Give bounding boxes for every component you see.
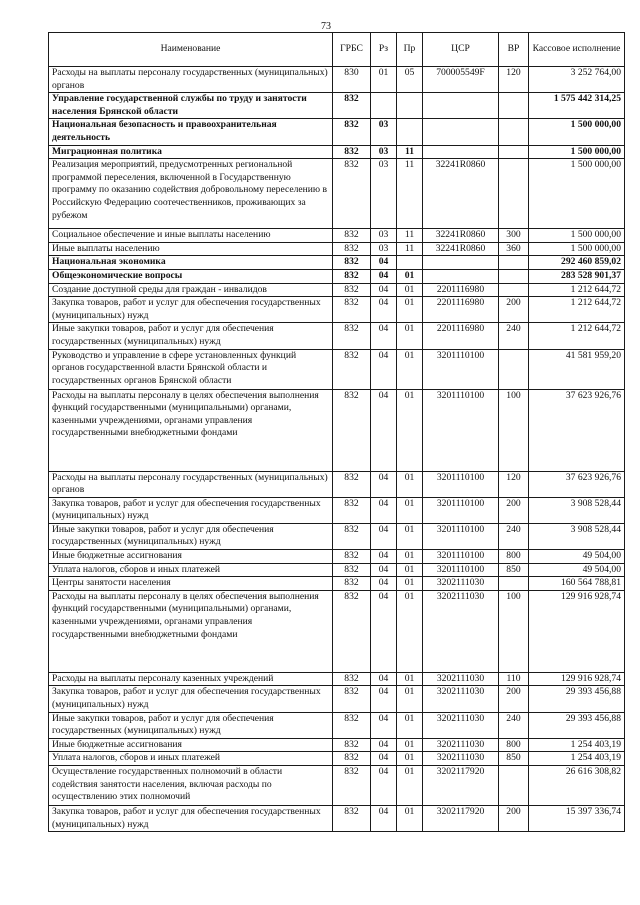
table-row	[49, 672, 625, 686]
cell-grbs: 832	[333, 145, 371, 159]
cell-grbs: 832	[333, 283, 371, 297]
cell-vr: 850	[499, 752, 529, 766]
table-row	[49, 686, 625, 712]
cell-csr: 3201110100	[423, 471, 499, 497]
cell-pr: 05	[397, 67, 423, 93]
cell-rz: 03	[371, 229, 397, 243]
cell-vr: 110	[499, 672, 529, 686]
cell-csr: 3201110100	[423, 523, 499, 549]
cell-name: Расходы на выплаты персоналу государственных (муниципальных) органов	[49, 471, 333, 497]
cell-csr: 3202111030	[423, 590, 499, 672]
cell-amount: 37 623 926,76	[529, 389, 625, 471]
cell-pr: 11	[397, 229, 423, 243]
cell-grbs: 832	[333, 297, 371, 323]
cell-grbs: 832	[333, 256, 371, 270]
table-row	[49, 752, 625, 766]
cell-name: Расходы на выплаты персоналу в целях обеспечения выполнения функций государственными (муниципальными) органами, казенными учреждениями, органами управления государственными внебюджетными фондами	[49, 389, 333, 471]
cell-rz: 04	[371, 712, 397, 738]
cell-amount: 29 393 456,88	[529, 712, 625, 738]
cell-csr	[423, 93, 499, 119]
cell-rz: 04	[371, 323, 397, 349]
cell-csr: 2201116980	[423, 297, 499, 323]
table-row	[49, 563, 625, 577]
cell-name: Создание доступной среды для граждан - инвалидов	[49, 283, 333, 297]
cell-name: Расходы на выплаты персоналу государственных (муниципальных) органов	[49, 67, 333, 93]
cell-grbs: 832	[333, 563, 371, 577]
cell-rz: 04	[371, 752, 397, 766]
cell-vr	[499, 159, 529, 229]
cell-name: Управление государственной службы по труду и занятости населения Брянской области	[49, 93, 333, 119]
cell-rz: 01	[371, 67, 397, 93]
cell-pr: 01	[397, 752, 423, 766]
cell-rz: 04	[371, 806, 397, 832]
cell-amount: 1 212 644,72	[529, 283, 625, 297]
cell-rz: 04	[371, 766, 397, 806]
cell-pr	[397, 256, 423, 270]
cell-pr: 01	[397, 766, 423, 806]
cell-grbs: 832	[333, 577, 371, 591]
cell-pr	[397, 119, 423, 145]
cell-amount: 1 212 644,72	[529, 297, 625, 323]
cell-vr: 120	[499, 67, 529, 93]
cell-name: Уплата налогов, сборов и иных платежей	[49, 563, 333, 577]
cell-vr: 200	[499, 497, 529, 523]
cell-name: Осуществление государственных полномочий в области содействия занятости населения, включая расходы по осуществлению этих полномочий	[49, 766, 333, 806]
cell-csr: 3202111030	[423, 712, 499, 738]
cell-amount: 283 528 901,37	[529, 269, 625, 283]
cell-grbs: 832	[333, 523, 371, 549]
cell-rz: 03	[371, 145, 397, 159]
cell-amount: 129 916 928,74	[529, 672, 625, 686]
page-number: 73	[321, 21, 331, 32]
cell-grbs: 830	[333, 67, 371, 93]
cell-vr: 300	[499, 229, 529, 243]
cell-name: Закупка товаров, работ и услуг для обеспечения государственных (муниципальных) нужд	[49, 497, 333, 523]
cell-vr	[499, 283, 529, 297]
table-row	[49, 523, 625, 549]
cell-rz: 04	[371, 256, 397, 270]
cell-amount: 129 916 928,74	[529, 590, 625, 672]
cell-vr: 100	[499, 590, 529, 672]
cell-name: Национальная безопасность и правоохранительная деятельность	[49, 119, 333, 145]
cell-pr: 01	[397, 389, 423, 471]
cell-vr: 240	[499, 523, 529, 549]
table-row	[49, 93, 625, 119]
cell-rz: 04	[371, 686, 397, 712]
cell-amount: 1 500 000,00	[529, 159, 625, 229]
cell-pr: 01	[397, 550, 423, 564]
header-pr: Пр	[397, 33, 423, 67]
cell-csr: 3202117920	[423, 806, 499, 832]
header-csr: ЦСР	[423, 33, 499, 67]
cell-vr: 850	[499, 563, 529, 577]
cell-rz: 04	[371, 563, 397, 577]
cell-csr: 3202111030	[423, 577, 499, 591]
cell-grbs: 832	[333, 738, 371, 752]
cell-rz: 04	[371, 297, 397, 323]
table-row	[49, 229, 625, 243]
cell-name: Реализация мероприятий, предусмотренных региональной программой переселения, включенной в Государственную программу по оказанию содействия добровольному переселению в Российскую Федерацию соотечественников, проживающих за рубежом	[49, 159, 333, 229]
cell-pr: 01	[397, 577, 423, 591]
cell-pr: 11	[397, 159, 423, 229]
cell-grbs: 832	[333, 119, 371, 145]
cell-rz: 04	[371, 550, 397, 564]
table-header-row	[49, 33, 625, 67]
cell-vr: 800	[499, 738, 529, 752]
table-row	[49, 119, 625, 145]
cell-csr: 700005549F	[423, 67, 499, 93]
table-row	[49, 497, 625, 523]
cell-amount: 1 500 000,00	[529, 229, 625, 243]
cell-amount: 1 500 000,00	[529, 145, 625, 159]
cell-csr: 3201110100	[423, 349, 499, 389]
cell-name: Руководство и управление в сфере установленных функций органов государственной власти Брянской области и государственных органов Брянской области	[49, 349, 333, 389]
cell-csr: 3202117920	[423, 766, 499, 806]
cell-vr	[499, 93, 529, 119]
cell-vr	[499, 119, 529, 145]
table-row	[49, 283, 625, 297]
cell-amount: 1 254 403,19	[529, 738, 625, 752]
cell-amount: 29 393 456,88	[529, 686, 625, 712]
table-row	[49, 242, 625, 256]
cell-name: Иные выплаты населению	[49, 242, 333, 256]
cell-amount: 160 564 788,81	[529, 577, 625, 591]
cell-grbs: 832	[333, 497, 371, 523]
cell-vr: 240	[499, 712, 529, 738]
cell-amount: 49 504,00	[529, 563, 625, 577]
cell-grbs: 832	[333, 323, 371, 349]
cell-csr: 32241R0860	[423, 229, 499, 243]
cell-csr	[423, 269, 499, 283]
cell-rz: 04	[371, 738, 397, 752]
cell-vr	[499, 766, 529, 806]
cell-amount: 3 908 528,44	[529, 497, 625, 523]
cell-name: Национальная экономика	[49, 256, 333, 270]
cell-rz: 04	[371, 389, 397, 471]
cell-name: Социальное обеспечение и иные выплаты населению	[49, 229, 333, 243]
cell-amount: 3 908 528,44	[529, 523, 625, 549]
cell-csr: 3202111030	[423, 686, 499, 712]
cell-rz: 03	[371, 119, 397, 145]
cell-pr: 01	[397, 349, 423, 389]
cell-pr: 01	[397, 269, 423, 283]
cell-amount: 15 397 336,74	[529, 806, 625, 832]
cell-grbs: 832	[333, 712, 371, 738]
cell-pr: 01	[397, 283, 423, 297]
table-row	[49, 766, 625, 806]
header-amount: Кассовое исполнение	[529, 33, 625, 67]
cell-name: Миграционная политика	[49, 145, 333, 159]
cell-grbs: 832	[333, 471, 371, 497]
cell-csr: 2201116980	[423, 283, 499, 297]
table-row	[49, 471, 625, 497]
cell-amount: 26 616 308,82	[529, 766, 625, 806]
cell-pr: 01	[397, 471, 423, 497]
cell-rz: 04	[371, 283, 397, 297]
header-name: Наименование	[49, 33, 333, 67]
cell-rz: 04	[371, 269, 397, 283]
cell-pr: 01	[397, 686, 423, 712]
cell-rz: 04	[371, 471, 397, 497]
cell-pr	[397, 93, 423, 119]
table-row	[49, 323, 625, 349]
table-row	[49, 269, 625, 283]
cell-rz: 04	[371, 590, 397, 672]
cell-name: Закупка товаров, работ и услуг для обеспечения государственных (муниципальных) нужд	[49, 686, 333, 712]
cell-csr: 3201110100	[423, 563, 499, 577]
cell-csr	[423, 119, 499, 145]
cell-pr: 11	[397, 242, 423, 256]
table-row	[49, 577, 625, 591]
cell-grbs: 832	[333, 590, 371, 672]
cell-grbs: 832	[333, 229, 371, 243]
cell-csr: 2201116980	[423, 323, 499, 349]
cell-vr: 200	[499, 686, 529, 712]
cell-name: Иные закупки товаров, работ и услуг для обеспечения государственных (муниципальных) нужд	[49, 712, 333, 738]
cell-amount: 3 252 764,00	[529, 67, 625, 93]
cell-vr: 200	[499, 297, 529, 323]
table-row	[49, 159, 625, 229]
cell-pr: 01	[397, 297, 423, 323]
cell-rz: 04	[371, 523, 397, 549]
cell-pr: 01	[397, 323, 423, 349]
cell-pr: 01	[397, 497, 423, 523]
cell-rz	[371, 93, 397, 119]
table-body	[49, 67, 625, 832]
cell-vr	[499, 577, 529, 591]
cell-csr: 3201110100	[423, 497, 499, 523]
cell-grbs: 832	[333, 389, 371, 471]
cell-name: Иные закупки товаров, работ и услуг для обеспечения государственных (муниципальных) нужд	[49, 523, 333, 549]
cell-rz: 04	[371, 672, 397, 686]
cell-name: Закупка товаров, работ и услуг для обеспечения государственных (муниципальных) нужд	[49, 297, 333, 323]
cell-pr: 11	[397, 145, 423, 159]
cell-grbs: 832	[333, 93, 371, 119]
cell-vr	[499, 256, 529, 270]
cell-vr	[499, 269, 529, 283]
cell-grbs: 832	[333, 349, 371, 389]
header-grbs: ГРБС	[333, 33, 371, 67]
cell-csr	[423, 256, 499, 270]
cell-vr: 100	[499, 389, 529, 471]
cell-name: Иные закупки товаров, работ и услуг для обеспечения государственных (муниципальных) нужд	[49, 323, 333, 349]
cell-vr	[499, 349, 529, 389]
table-row	[49, 256, 625, 270]
cell-vr: 800	[499, 550, 529, 564]
cell-csr: 3202111030	[423, 752, 499, 766]
table-row	[49, 712, 625, 738]
cell-name: Общеэкономические вопросы	[49, 269, 333, 283]
cell-grbs: 832	[333, 686, 371, 712]
table-row	[49, 67, 625, 93]
cell-grbs: 832	[333, 806, 371, 832]
table-row	[49, 389, 625, 471]
cell-amount: 37 623 926,76	[529, 471, 625, 497]
cell-pr: 01	[397, 590, 423, 672]
cell-rz: 03	[371, 242, 397, 256]
cell-csr	[423, 145, 499, 159]
cell-name: Уплата налогов, сборов и иных платежей	[49, 752, 333, 766]
cell-name: Закупка товаров, работ и услуг для обеспечения государственных (муниципальных) нужд	[49, 806, 333, 832]
table-row	[49, 297, 625, 323]
cell-pr: 01	[397, 806, 423, 832]
cell-amount: 1 500 000,00	[529, 242, 625, 256]
cell-vr	[499, 145, 529, 159]
cell-csr: 32241R0860	[423, 159, 499, 229]
cell-amount: 1 575 442 314,25	[529, 93, 625, 119]
cell-amount: 1 500 000,00	[529, 119, 625, 145]
cell-amount: 292 460 859,02	[529, 256, 625, 270]
table-row	[49, 145, 625, 159]
cell-grbs: 832	[333, 672, 371, 686]
table-row	[49, 590, 625, 672]
cell-rz: 04	[371, 349, 397, 389]
cell-name: Расходы на выплаты персоналу в целях обеспечения выполнения функций государственными (муниципальными) органами, казенными учреждениями, органами управления государственными внебюджетными фондами	[49, 590, 333, 672]
cell-grbs: 832	[333, 242, 371, 256]
cell-grbs: 832	[333, 766, 371, 806]
cell-rz: 03	[371, 159, 397, 229]
cell-pr: 01	[397, 523, 423, 549]
cell-name: Иные бюджетные ассигнования	[49, 738, 333, 752]
cell-name: Иные бюджетные ассигнования	[49, 550, 333, 564]
cell-grbs: 832	[333, 159, 371, 229]
cell-amount: 49 504,00	[529, 550, 625, 564]
table-row	[49, 550, 625, 564]
cell-csr: 3202111030	[423, 672, 499, 686]
cell-pr: 01	[397, 712, 423, 738]
table-row	[49, 349, 625, 389]
cell-vr: 360	[499, 242, 529, 256]
cell-vr: 120	[499, 471, 529, 497]
cell-pr: 01	[397, 672, 423, 686]
cell-name: Центры занятости населения	[49, 577, 333, 591]
cell-rz: 04	[371, 577, 397, 591]
cell-csr: 3202111030	[423, 738, 499, 752]
cell-vr: 200	[499, 806, 529, 832]
cell-csr: 3201110100	[423, 389, 499, 471]
cell-csr: 3201110100	[423, 550, 499, 564]
budget-execution-table	[48, 32, 625, 832]
cell-grbs: 832	[333, 269, 371, 283]
cell-csr: 32241R0860	[423, 242, 499, 256]
cell-grbs: 832	[333, 550, 371, 564]
table-row	[49, 738, 625, 752]
header-vr: ВР	[499, 33, 529, 67]
cell-amount: 1 212 644,72	[529, 323, 625, 349]
cell-amount: 41 581 959,20	[529, 349, 625, 389]
cell-vr: 240	[499, 323, 529, 349]
cell-grbs: 832	[333, 752, 371, 766]
table-row	[49, 806, 625, 832]
cell-pr: 01	[397, 738, 423, 752]
cell-amount: 1 254 403,19	[529, 752, 625, 766]
cell-name: Расходы на выплаты персоналу казенных учреждений	[49, 672, 333, 686]
header-rz: Рз	[371, 33, 397, 67]
cell-pr: 01	[397, 563, 423, 577]
cell-rz: 04	[371, 497, 397, 523]
